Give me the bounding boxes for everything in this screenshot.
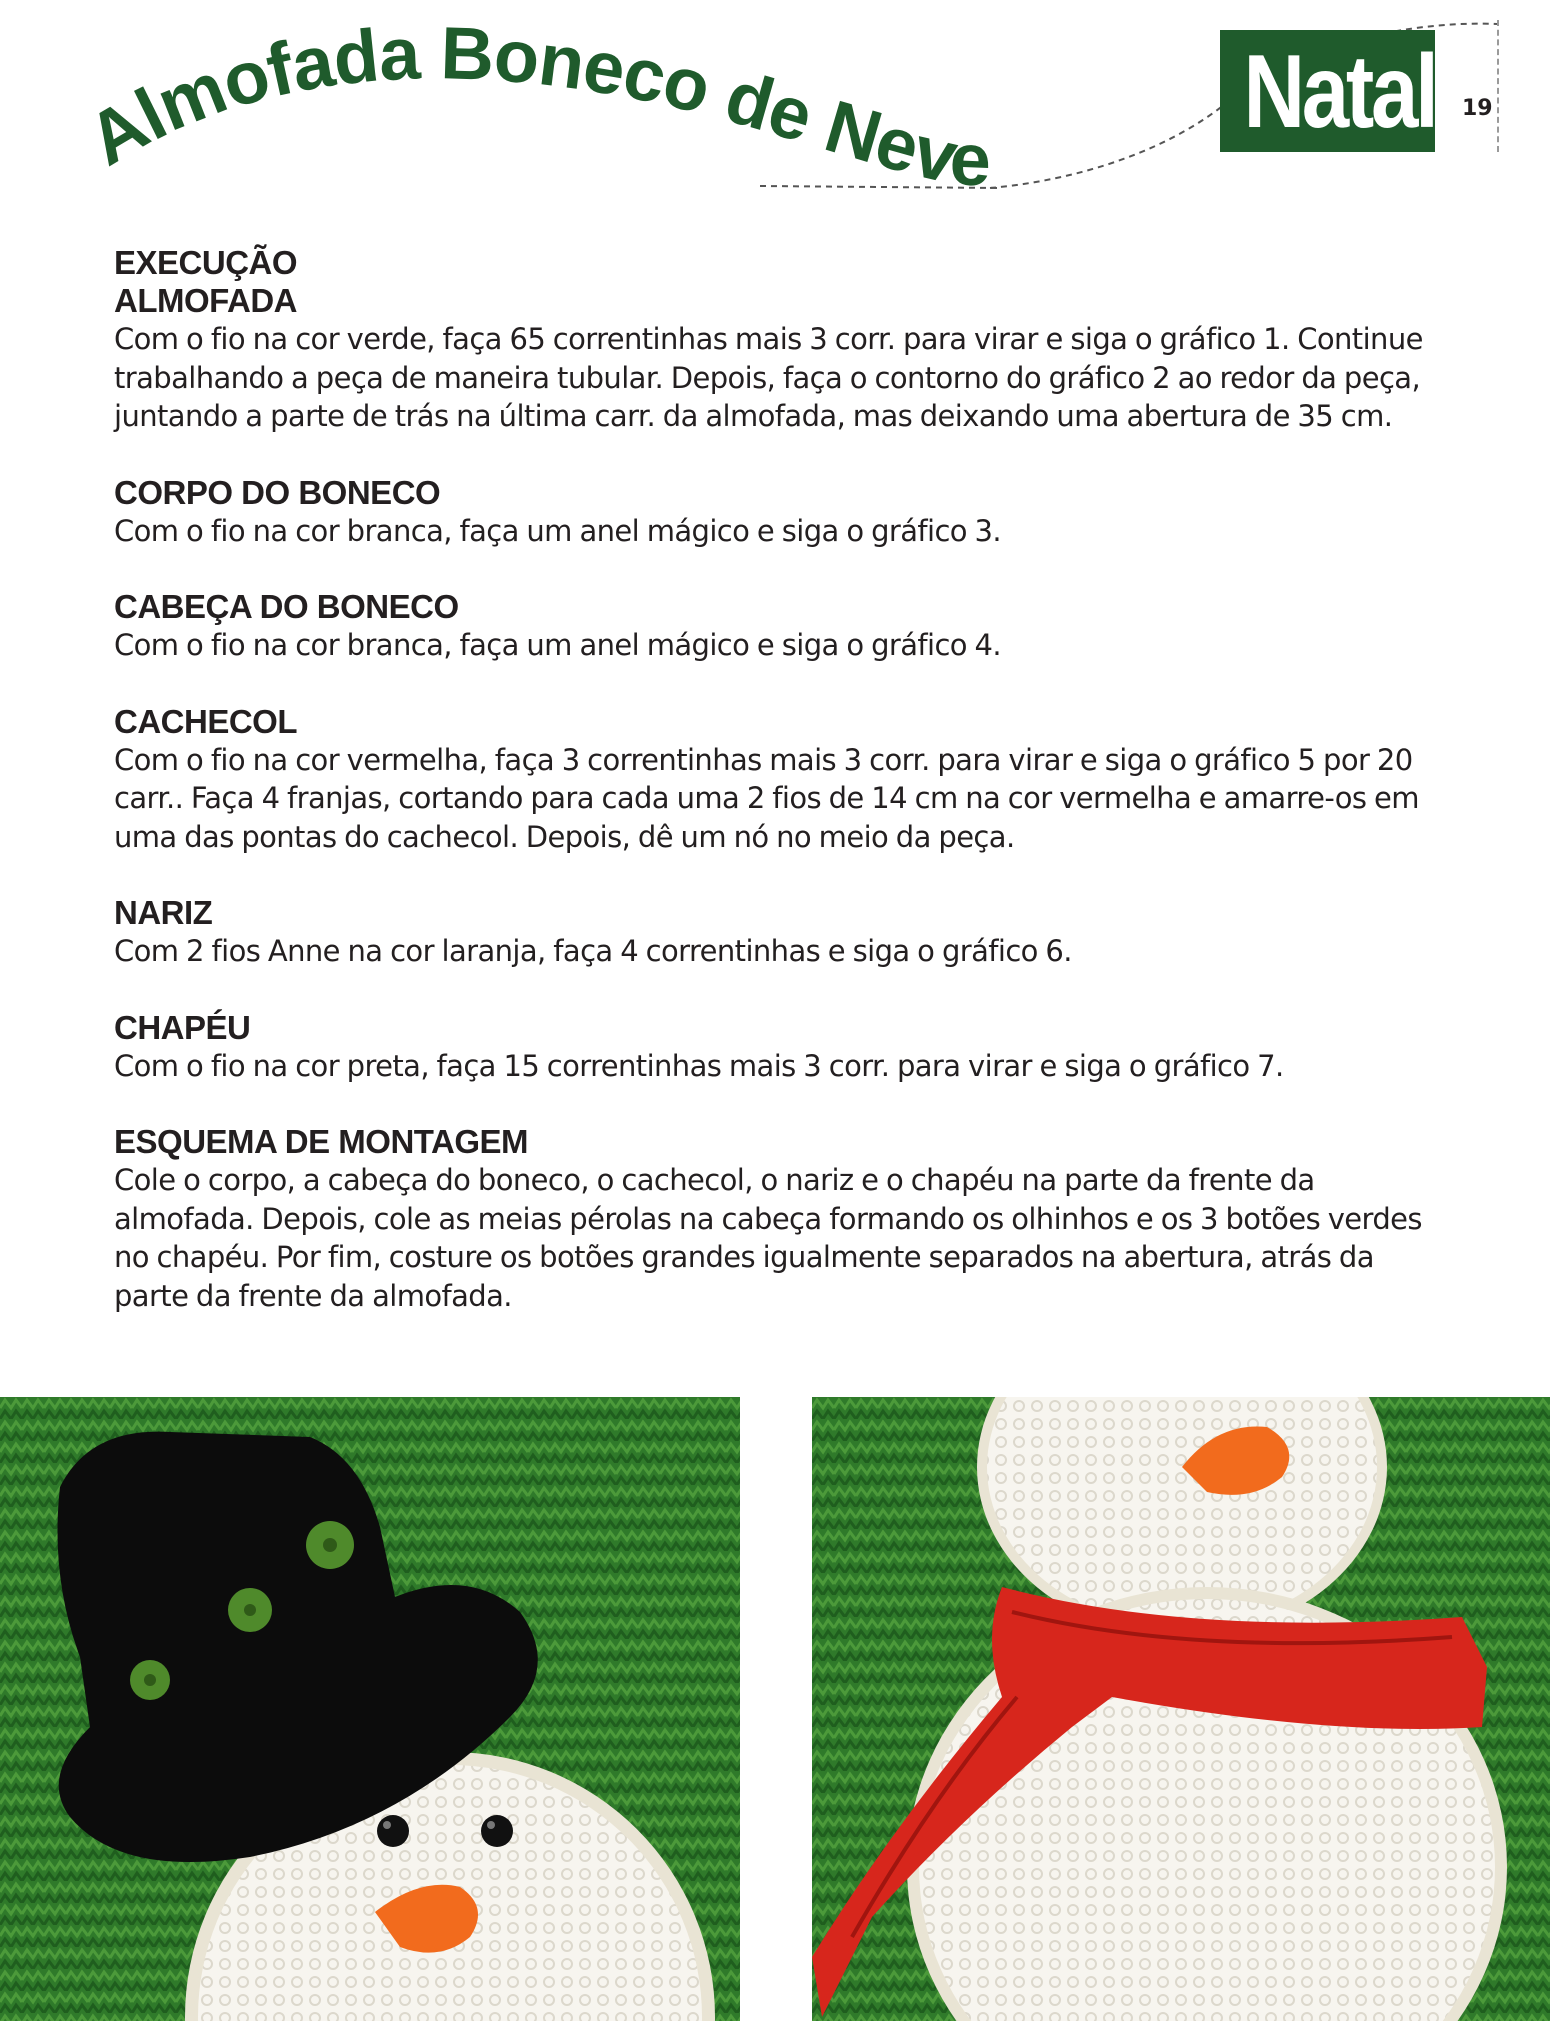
page-divider [1497, 20, 1499, 152]
section-text: Com 2 fios Anne na cor laranja, faça 4 correntinhas e siga o gráfico 6. [114, 934, 1072, 968]
section-text: Com o fio na cor branca, faça um anel mágico e siga o gráfico 4. [114, 628, 1002, 662]
section-cabeca [114, 588, 1444, 665]
section-text: Com o fio na cor branca, faça um anel mágico e siga o gráfico 3. [114, 513, 1002, 548]
section-cachecol [114, 703, 1444, 857]
section-corpo [114, 474, 1444, 551]
section-heading: CORPO DO BONECO [114, 473, 441, 511]
photo-snowman-head [0, 1397, 740, 2021]
section-heading: CACHECOL [114, 702, 297, 740]
section-label: Natal [1243, 34, 1436, 150]
section-subheading: ALMOFADA [114, 282, 297, 319]
section-heading: CHAPÉU [114, 1008, 251, 1046]
section-chapeu [114, 1009, 1444, 1086]
section-text: Cole o corpo, a cabeça do boneco, o cachecol, o nariz e o chapéu na parte da frente da almofada. Depois, cole as meias pérolas na cabeça formando os olhinhos e os 3 botões verdes no chapéu. Por fim, costure os botões grandes igualmente separados na abertura, atrás da parte da frente da almofada. [114, 1163, 1422, 1313]
section-text: Com o fio na cor vermelha, faça 3 correntinhas mais 3 corr. para virar e siga o gráfico 5 por 20 carr.. Faça 4 franjas, cortando para cada uma 2 fios de 14 cm na cor vermelha e amarre-os em uma das pontas do cachecol. Depois, dê um nó no meio da peça. [114, 742, 1419, 854]
section-execucao [114, 244, 1444, 436]
section-text: Com o fio na cor preta, faça 15 correntinhas mais 3 corr. para virar e siga o gráfico 7. [114, 1048, 1284, 1083]
snowman-eye [377, 1815, 409, 1847]
photo-snowman-body [812, 1397, 1550, 2021]
page-title: Almofada Boneco de Neve [73, 11, 992, 200]
section-nariz [114, 894, 1444, 971]
section-text: Com o fio na cor verde, faça 65 correntinhas mais 3 corr. para virar e siga o gráfico 1. Continue trabalhando a peça de maneira tubular. Depois, faça o contorno do gráfico 2 ao redor da peça, juntando a parte de trás na última carr. da almofada, mas deixando uma abertura de 35 cm. [114, 322, 1423, 433]
section-heading: NARIZ [114, 894, 213, 931]
snowman-eye [481, 1815, 513, 1847]
section-heading: CABEÇA DO BONECO [114, 588, 459, 625]
section-heading: EXECUÇÃO [114, 244, 298, 281]
instructions [114, 244, 1444, 1353]
section-heading: ESQUEMA DE MONTAGEM [114, 1123, 529, 1160]
page-number: 19 [1462, 96, 1493, 121]
section-montagem [114, 1123, 1444, 1315]
